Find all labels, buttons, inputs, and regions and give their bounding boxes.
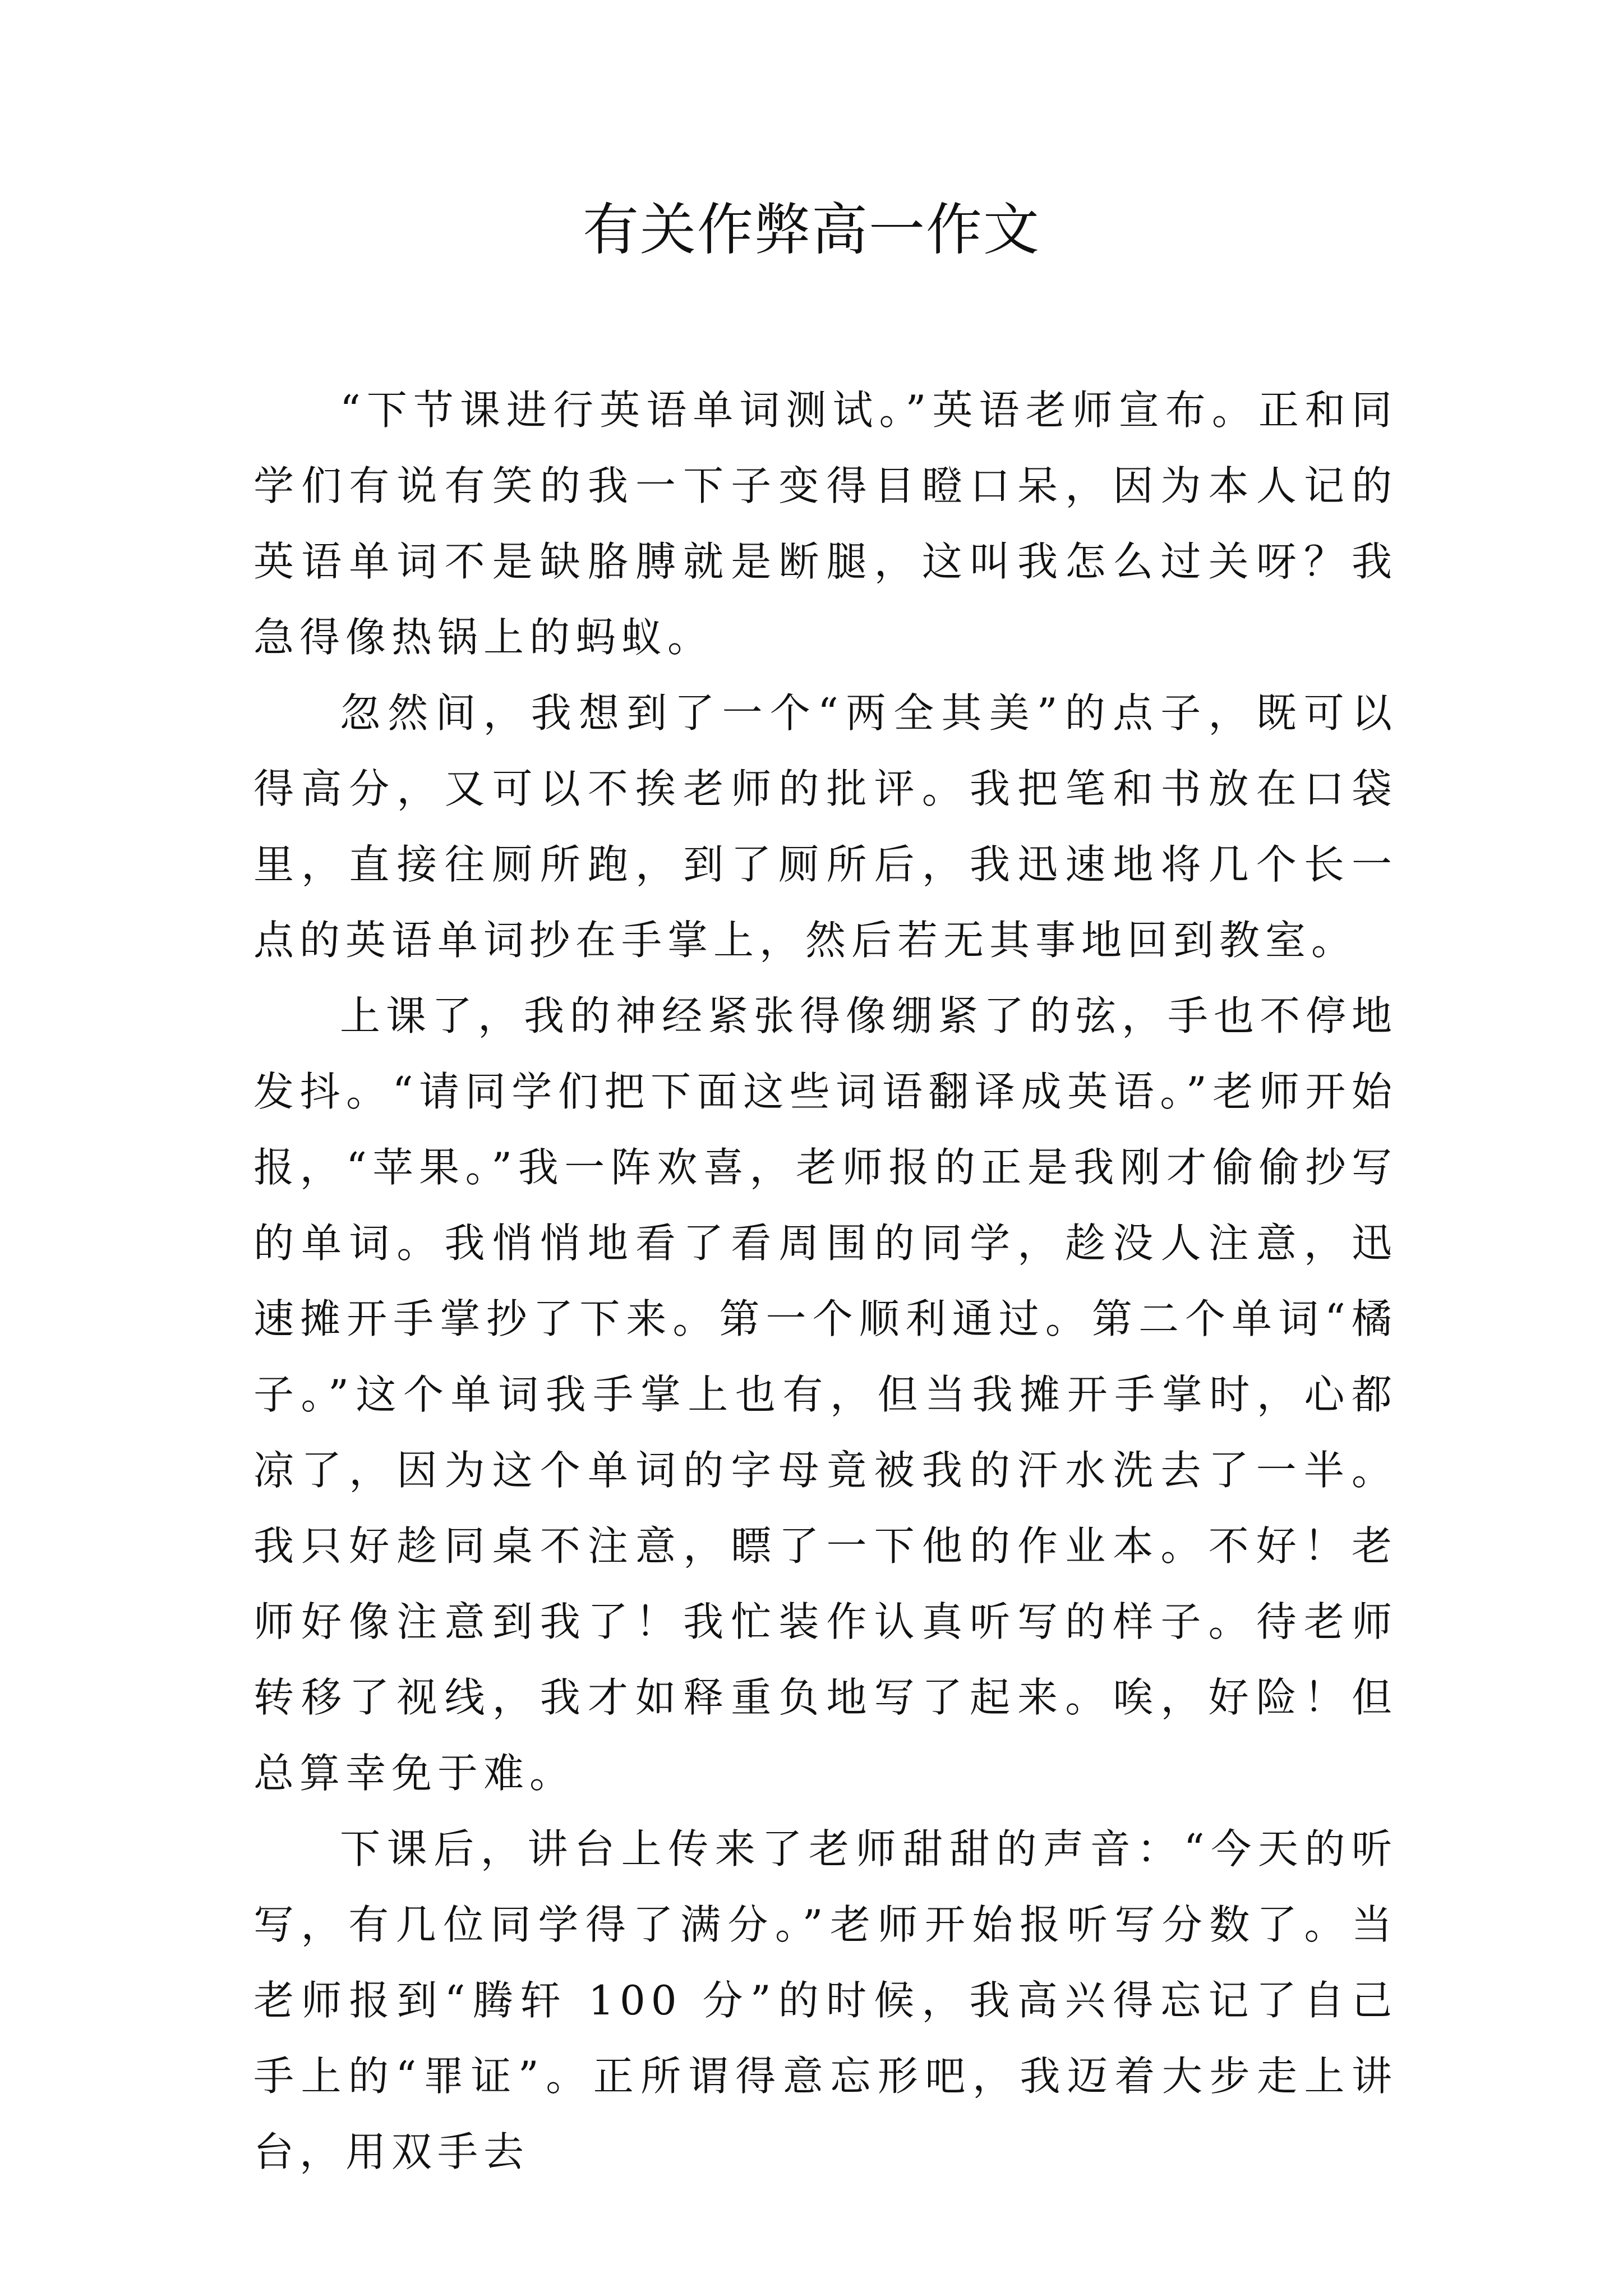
paragraph-1: “下节课进行英语单词测试。”英语老师宣布。正和同学们有说有笑的我一下子变得目瞪口呆，因为本人记的英语单词不是缺胳膊就是断腿，这叫我怎么过关呀？我急得像热锅上的蚂蚁。 xyxy=(253,386,1398,661)
paragraph-4: 下课后，讲台上传来了老师甜甜的声音：“今天的听写，有几位同学得了满分。”老师开始报听写分数了。当老师报到“腾轩 100 分”的时候，我高兴得忘记了自己手上的“罪证”。正所谓得意忘形吧，我迈着大步走上讲台，用双手去 xyxy=(253,1825,1398,2175)
paragraph-3: 上课了，我的神经紧张得像绷紧了的弦，手也不停地发抖。“请同学们把下面这些词语翻译成英语。”老师开始报，“苹果。”我一阵欢喜，老师报的正是我刚才偷偷抄写的单词。我悄悄地看了看周围的同学，趁没人注意，迅速摊开手掌抄了下来。第一个顺利通过。第二个单词“橘子。”这个单词我手掌上也有，但当我摊开手掌时，心都凉了，因为这个单词的字母竟被我的汗水洗去了一半。我只好趁同桌不注意，瞟了一下他的作业本。不好！老师好像注意到我了！我忙装作认真听写的样子。待老师转移了视线，我才如释重负地写了起来。唉，好险！但总算幸免于难。 xyxy=(253,992,1398,1797)
document-title: 有关作弊高一作文 xyxy=(583,197,1040,263)
paragraph-2: 忽然间，我想到了一个“两全其美”的点子，既可以得高分，又可以不挨老师的批评。我把笔和书放在口袋里，直接往厕所跑，到了厕所后，我迅速地将几个长一点的英语单词抄在手掌上，然后若无其事地回到教室。 xyxy=(253,689,1398,964)
document-body xyxy=(253,372,1398,2190)
